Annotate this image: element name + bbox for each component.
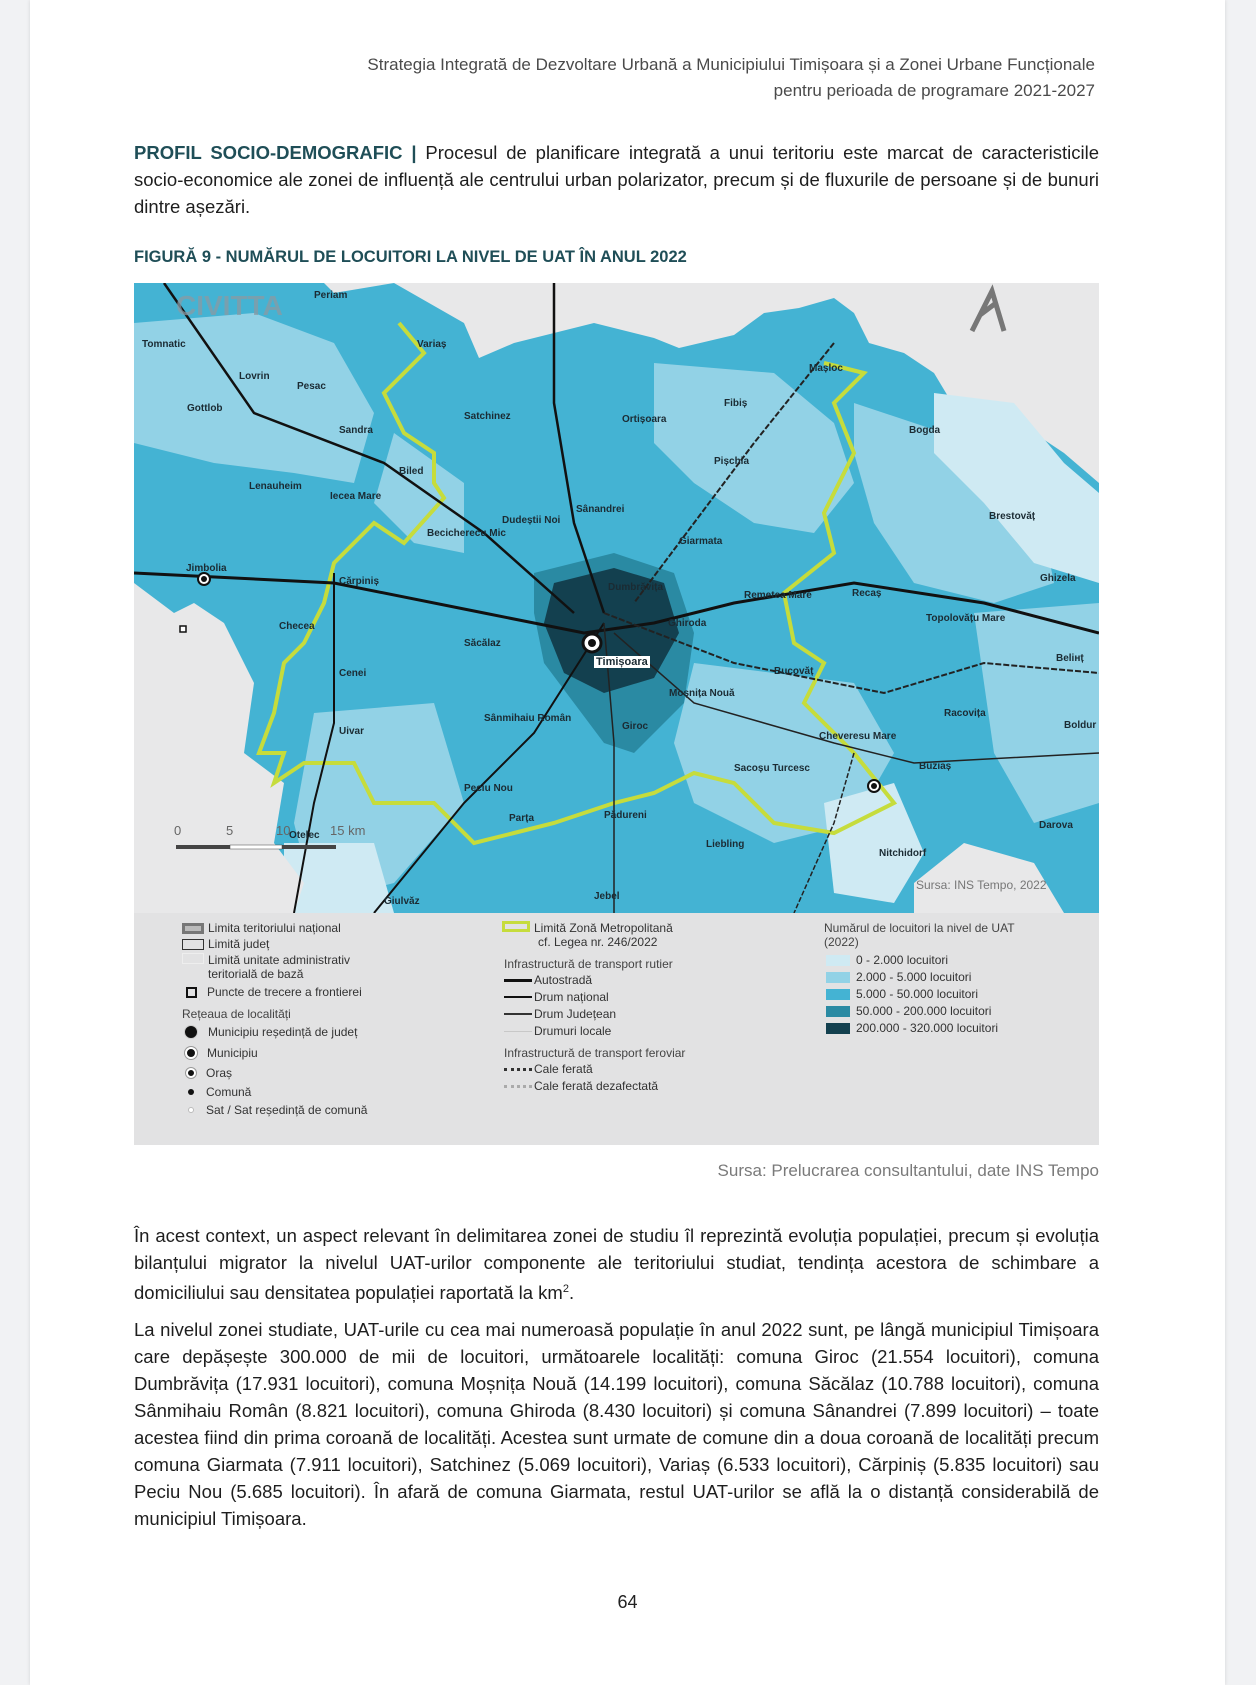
- place-label: Giulvăz: [384, 896, 420, 907]
- place-label: Sânandrei: [576, 504, 625, 515]
- place-label: Bucovăț: [774, 666, 814, 677]
- legend-pop-class-4: 50.000 - 200.000 locuitori: [826, 1004, 991, 1018]
- place-label: Peciu Nou: [464, 783, 513, 794]
- place-label: Remetea Mare: [744, 590, 812, 601]
- pop-class-3-swatch-icon: [826, 989, 850, 1000]
- place-label: Buziaș: [919, 761, 952, 772]
- legend-item-metro-limit: Limită Zonă Metropolitană cf. Legea nr. 246/2022: [502, 921, 673, 949]
- place-label: Lovrin: [239, 371, 270, 382]
- scale-tick: 15 km: [330, 823, 366, 838]
- legend-pop-class-3: 5.000 - 50.000 locuitori: [826, 987, 978, 1001]
- place-label: Dudeștii Noi: [502, 515, 561, 526]
- scale-tick: 0: [174, 823, 182, 838]
- scale-tick: 10: [276, 823, 291, 838]
- place-label: Liebling: [706, 839, 745, 850]
- legend-item-national-road: Drum național: [504, 990, 609, 1004]
- map-legend: [134, 913, 1099, 1145]
- national-road-line-icon: [504, 996, 532, 998]
- header-line-2: pentru perioada de programare 2021-2027: [773, 81, 1095, 100]
- place-label: Racovița: [944, 708, 986, 719]
- pop-class-5-swatch-icon: [826, 1023, 850, 1034]
- place-label: Giarmata: [679, 536, 723, 547]
- uat-limit-symbol-icon: [182, 953, 204, 964]
- place-label: Nitchidorf: [879, 848, 927, 859]
- legend-item-commune: Comună: [188, 1085, 251, 1099]
- legend-road-title: Infrastructură de transport rutier: [504, 957, 673, 971]
- county-limit-symbol-icon: [182, 939, 204, 950]
- legend-population-title: Numărul de locuitori la nivel de UAT (2022): [824, 921, 1015, 949]
- place-label: Moșnița Nouă: [669, 688, 735, 699]
- legend-item-local-road: Drumuri locale: [504, 1024, 611, 1038]
- town-dot-icon: [186, 1068, 196, 1078]
- county-road-line-icon: [504, 1013, 532, 1015]
- figure-source: Sursa: Prelucrarea consultantului, date INS Tempo: [717, 1161, 1099, 1180]
- place-label: Recaș: [852, 588, 882, 599]
- place-label: Parța: [509, 813, 535, 824]
- place-label: Becicherecu Mic: [427, 528, 506, 539]
- place-label: Ghizela: [1040, 573, 1076, 584]
- paragraph-2: La nivelul zonei studiate, UAT-urile cu cea mai numeroasă populație în anul 2022 sunt, pe lângă municipiul Timișoara care depășește 300.000 de mii de locuitori, următoarele localități: comuna Giroc (21.554 locuitori), comuna Dumbrăvița (17.931 locuitori), comuna Moșnița Nouă (14.199 locuitori), comuna Săcălaz (10.788 locuitori), comuna Sânmihaiu Român (8.821 locuitori), comuna Ghiroda (8.430 locuitori) și comuna Sânandrei (7.899 locuitori) – toate acestea fiind din prima coroană de localități. Acestea sunt urmate de comune din a doua coroană de localități precum comuna Giarmata (7.911 locuitori), Satchinez (5.069 locuitori), Variaș (6.533 locuitori), Cărpiniș (5.835 locuitori) sau Peciu Nou (5.685 locuitori). În afară de comuna Giarmata, restul UAT-urilor se află la o distanță considerabilă de municipiul Timișoara.: [134, 1319, 1099, 1529]
- place-label: Gottlob: [187, 403, 223, 414]
- place-label: Fibiș: [724, 398, 748, 409]
- county-seat-dot-icon: [184, 1025, 198, 1039]
- place-label: Periam: [314, 290, 348, 301]
- place-label: Timișoara: [596, 656, 648, 668]
- legend-pop-class-5: 200.000 - 320.000 locuitori: [826, 1021, 998, 1035]
- map-source: Sursa: INS Tempo, 2022: [916, 878, 1047, 892]
- header-line-1: Strategia Integrată de Dezvoltare Urbană a Municipiului Timișoara și a Zonei Urbane Funcționale: [367, 55, 1095, 74]
- legend-pop-class-2: 2.000 - 5.000 locuitori: [826, 970, 971, 984]
- place-label: Cărpiniș: [339, 576, 380, 587]
- legend-item-national-limit: Limita teritoriului național: [182, 921, 341, 935]
- figure-caption: FIGURĂ 9 - NUMĂRUL DE LOCUITORI LA NIVEL DE UAT ÎN ANUL 2022: [134, 248, 687, 266]
- commune-dot-icon: [188, 1089, 194, 1095]
- legend-settlements-title: Rețeaua de localități: [182, 1007, 291, 1021]
- place-label: Dumbrăvița: [608, 582, 664, 593]
- document-page: [30, 0, 1225, 1685]
- place-label: Lenauheim: [249, 481, 302, 492]
- figure-map: [134, 283, 1099, 1145]
- intro-text: Procesul de planificare integrată a unui teritoriu este marcat de caracteristicile socio-economice ale zonei de influență ale centrului urban polarizator, precum și de fluxurile de persoane și de bunuri dintre așezări.: [134, 142, 1099, 217]
- place-label: Jimbolia: [186, 563, 227, 574]
- pop-class-1-swatch-icon: [826, 955, 850, 966]
- legend-item-county-limit: Limită județ: [182, 937, 269, 951]
- place-label: Sacoșu Turcesc: [734, 763, 810, 774]
- place-label: Mașloc: [809, 363, 843, 374]
- place-label: Cheveresu Mare: [819, 731, 897, 742]
- legend-item-county-road: Drum Județean: [504, 1007, 616, 1021]
- place-label: Variaș: [417, 339, 447, 350]
- legend-item-town: Oraș: [186, 1066, 232, 1080]
- border-crossing-icon: [186, 987, 197, 998]
- place-label: Iecea Mare: [330, 491, 382, 502]
- place-label: Otelec: [289, 830, 320, 841]
- legend-item-railway: Cale ferată: [504, 1062, 593, 1076]
- legend-item-municipality: Municipiu: [185, 1046, 258, 1060]
- running-header: [195, 52, 1095, 104]
- metro-limit-symbol-icon: [502, 921, 530, 932]
- place-label: Pișchia: [714, 456, 750, 467]
- place-label: Darova: [1039, 820, 1073, 831]
- place-label: Boldur: [1064, 720, 1097, 731]
- intro-paragraph: [134, 139, 1099, 220]
- place-label: Jebel: [594, 891, 620, 902]
- place-label: Cheсea: [279, 621, 315, 632]
- section-label: PROFIL SOCIO-DEMOGRAFIC |: [134, 142, 417, 163]
- place-label: Pădureni: [604, 810, 647, 821]
- place-label: Satchinez: [464, 411, 511, 422]
- legend-item-village: Sat / Sat reședință de comună: [188, 1103, 367, 1117]
- place-label: Giroc: [622, 721, 649, 732]
- legend-item-county-seat: Municipiu reședință de județ: [184, 1025, 357, 1039]
- motorway-line-icon: [504, 979, 532, 982]
- disused-railway-line-icon: [504, 1085, 532, 1088]
- legend-pop-class-1: 0 - 2.000 locuitori: [826, 953, 948, 967]
- municipality-dot-icon: [185, 1047, 197, 1059]
- local-road-line-icon: [504, 1031, 532, 1032]
- place-label: Cenei: [339, 668, 367, 679]
- national-limit-symbol-icon: [182, 923, 204, 934]
- page-number: 64: [617, 1592, 638, 1612]
- place-label: Pesac: [297, 381, 326, 392]
- place-label: Biled: [399, 466, 424, 477]
- legend-item-uat-limit: Limită unitate administrativ teritorială de bază: [182, 953, 402, 981]
- legend-rail-title: Infrastructură de transport feroviar: [504, 1046, 686, 1060]
- place-label: Săcălaz: [464, 638, 501, 649]
- place-label: Brestovăț: [989, 511, 1036, 522]
- place-label: Sânmihaiu Român: [484, 713, 572, 724]
- legend-item-disused-railway: Cale ferată dezafectată: [504, 1079, 658, 1093]
- village-dot-icon: [188, 1107, 194, 1113]
- place-label: Uivar: [339, 726, 365, 737]
- place-label: Ghiroda: [668, 618, 707, 629]
- paragraph-1: În acest context, un aspect relevant în delimitarea zonei de studiu îl reprezintă evoluția populației, precum și evoluția bilanțului migrator la nivelul UAT-urilor componente ale teritoriului studiat, tendința acestora de schimbare a domiciliului sau densitatea populației raportată la $km^2$.: [134, 1225, 1099, 1304]
- scale-tick: 5: [226, 823, 234, 838]
- place-label: Ortișoara: [622, 414, 667, 425]
- place-label: Sandra: [339, 425, 373, 436]
- pop-class-4-swatch-icon: [826, 1006, 850, 1017]
- place-label: Beliнț: [1056, 653, 1084, 664]
- pop-class-2-swatch-icon: [826, 972, 850, 983]
- civitta-watermark: CIVITTA: [176, 290, 283, 321]
- place-label: Topolovățu Mare: [926, 613, 1006, 624]
- legend-item-motorway: Autostradă: [504, 973, 592, 987]
- legend-item-border-crossing: Puncte de trecere a frontierei: [186, 985, 362, 999]
- railway-line-icon: [504, 1068, 532, 1071]
- place-label: Tomnatic: [142, 339, 186, 350]
- place-label: Bogda: [909, 425, 941, 436]
